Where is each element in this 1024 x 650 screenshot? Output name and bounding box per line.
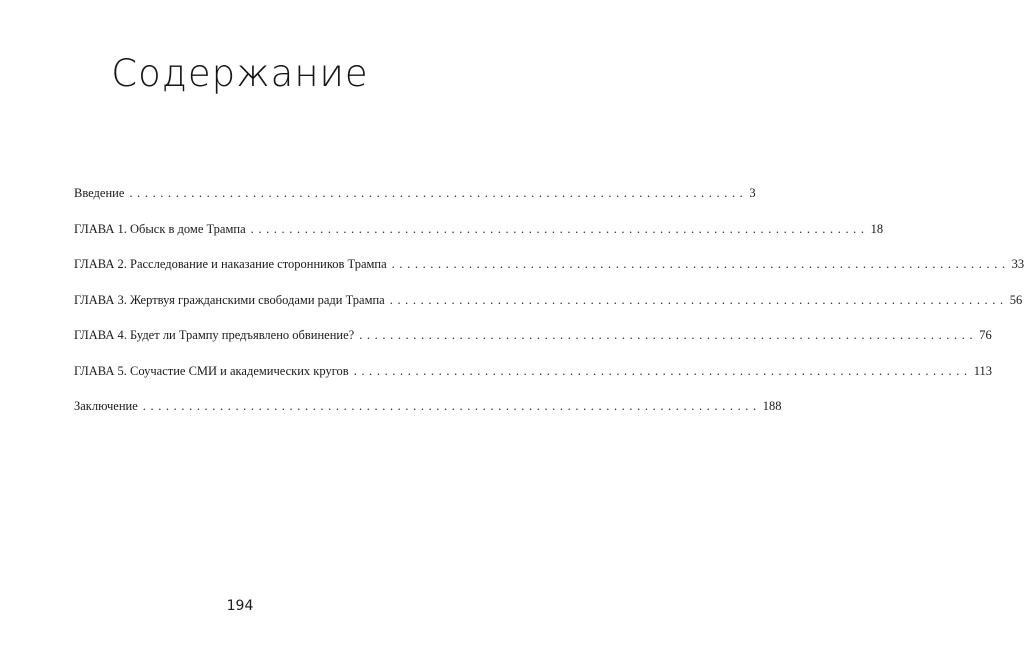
toc-leader-dots: ................................................................................	[359, 328, 978, 342]
toc-entry-page: 3	[749, 186, 756, 200]
toc-entry-title: Введение	[74, 186, 125, 200]
toc-leader-dots: ................................................................................	[391, 257, 1010, 271]
toc-entry-introduction	[74, 186, 756, 222]
page-number: 194	[226, 598, 254, 614]
toc-entry-title: ГЛАВА 3. Жертвуя гражданскими свободами ради Трампа	[74, 292, 385, 307]
toc-leader-dots: ................................................................................	[129, 186, 748, 200]
toc-entry-page: 18	[870, 221, 884, 236]
toc-entry-chapter-4	[74, 328, 992, 364]
toc-entry-title: ГЛАВА 1. Обыск в доме Трампа	[74, 221, 246, 236]
toc-entry-page: 188	[762, 399, 782, 413]
page-title: Содержание	[111, 52, 369, 95]
toc-entry-title: Заключение	[74, 399, 138, 413]
toc-leader-dots: ................................................................................	[389, 292, 1008, 307]
toc-entry-chapter-2	[74, 257, 1024, 293]
toc-entry-title: ГЛАВА 5. Соучастие СМИ и академических кругов	[74, 363, 349, 378]
toc-entry-title: ГЛАВА 4. Будет ли Трампу предъявлено обвинение?	[74, 328, 355, 342]
toc-leader-dots: ................................................................................	[142, 399, 761, 413]
toc-entry-page: 56	[1009, 292, 1023, 307]
table-of-contents	[74, 186, 1024, 435]
toc-entry-chapter-3	[74, 292, 1023, 329]
toc-entry-conclusion	[74, 399, 782, 435]
toc-entry-page: 33	[1011, 257, 1024, 271]
toc-leader-dots: ................................................................................	[250, 221, 869, 236]
toc-entry-page: 113	[973, 363, 992, 378]
toc-leader-dots: ................................................................................	[353, 363, 972, 378]
toc-entry-title: ГЛАВА 2. Расследование и наказание сторонников Трампа	[74, 257, 387, 271]
toc-entry-chapter-1	[74, 221, 884, 258]
toc-entry-page: 76	[979, 328, 992, 342]
toc-entry-chapter-5	[74, 363, 992, 400]
